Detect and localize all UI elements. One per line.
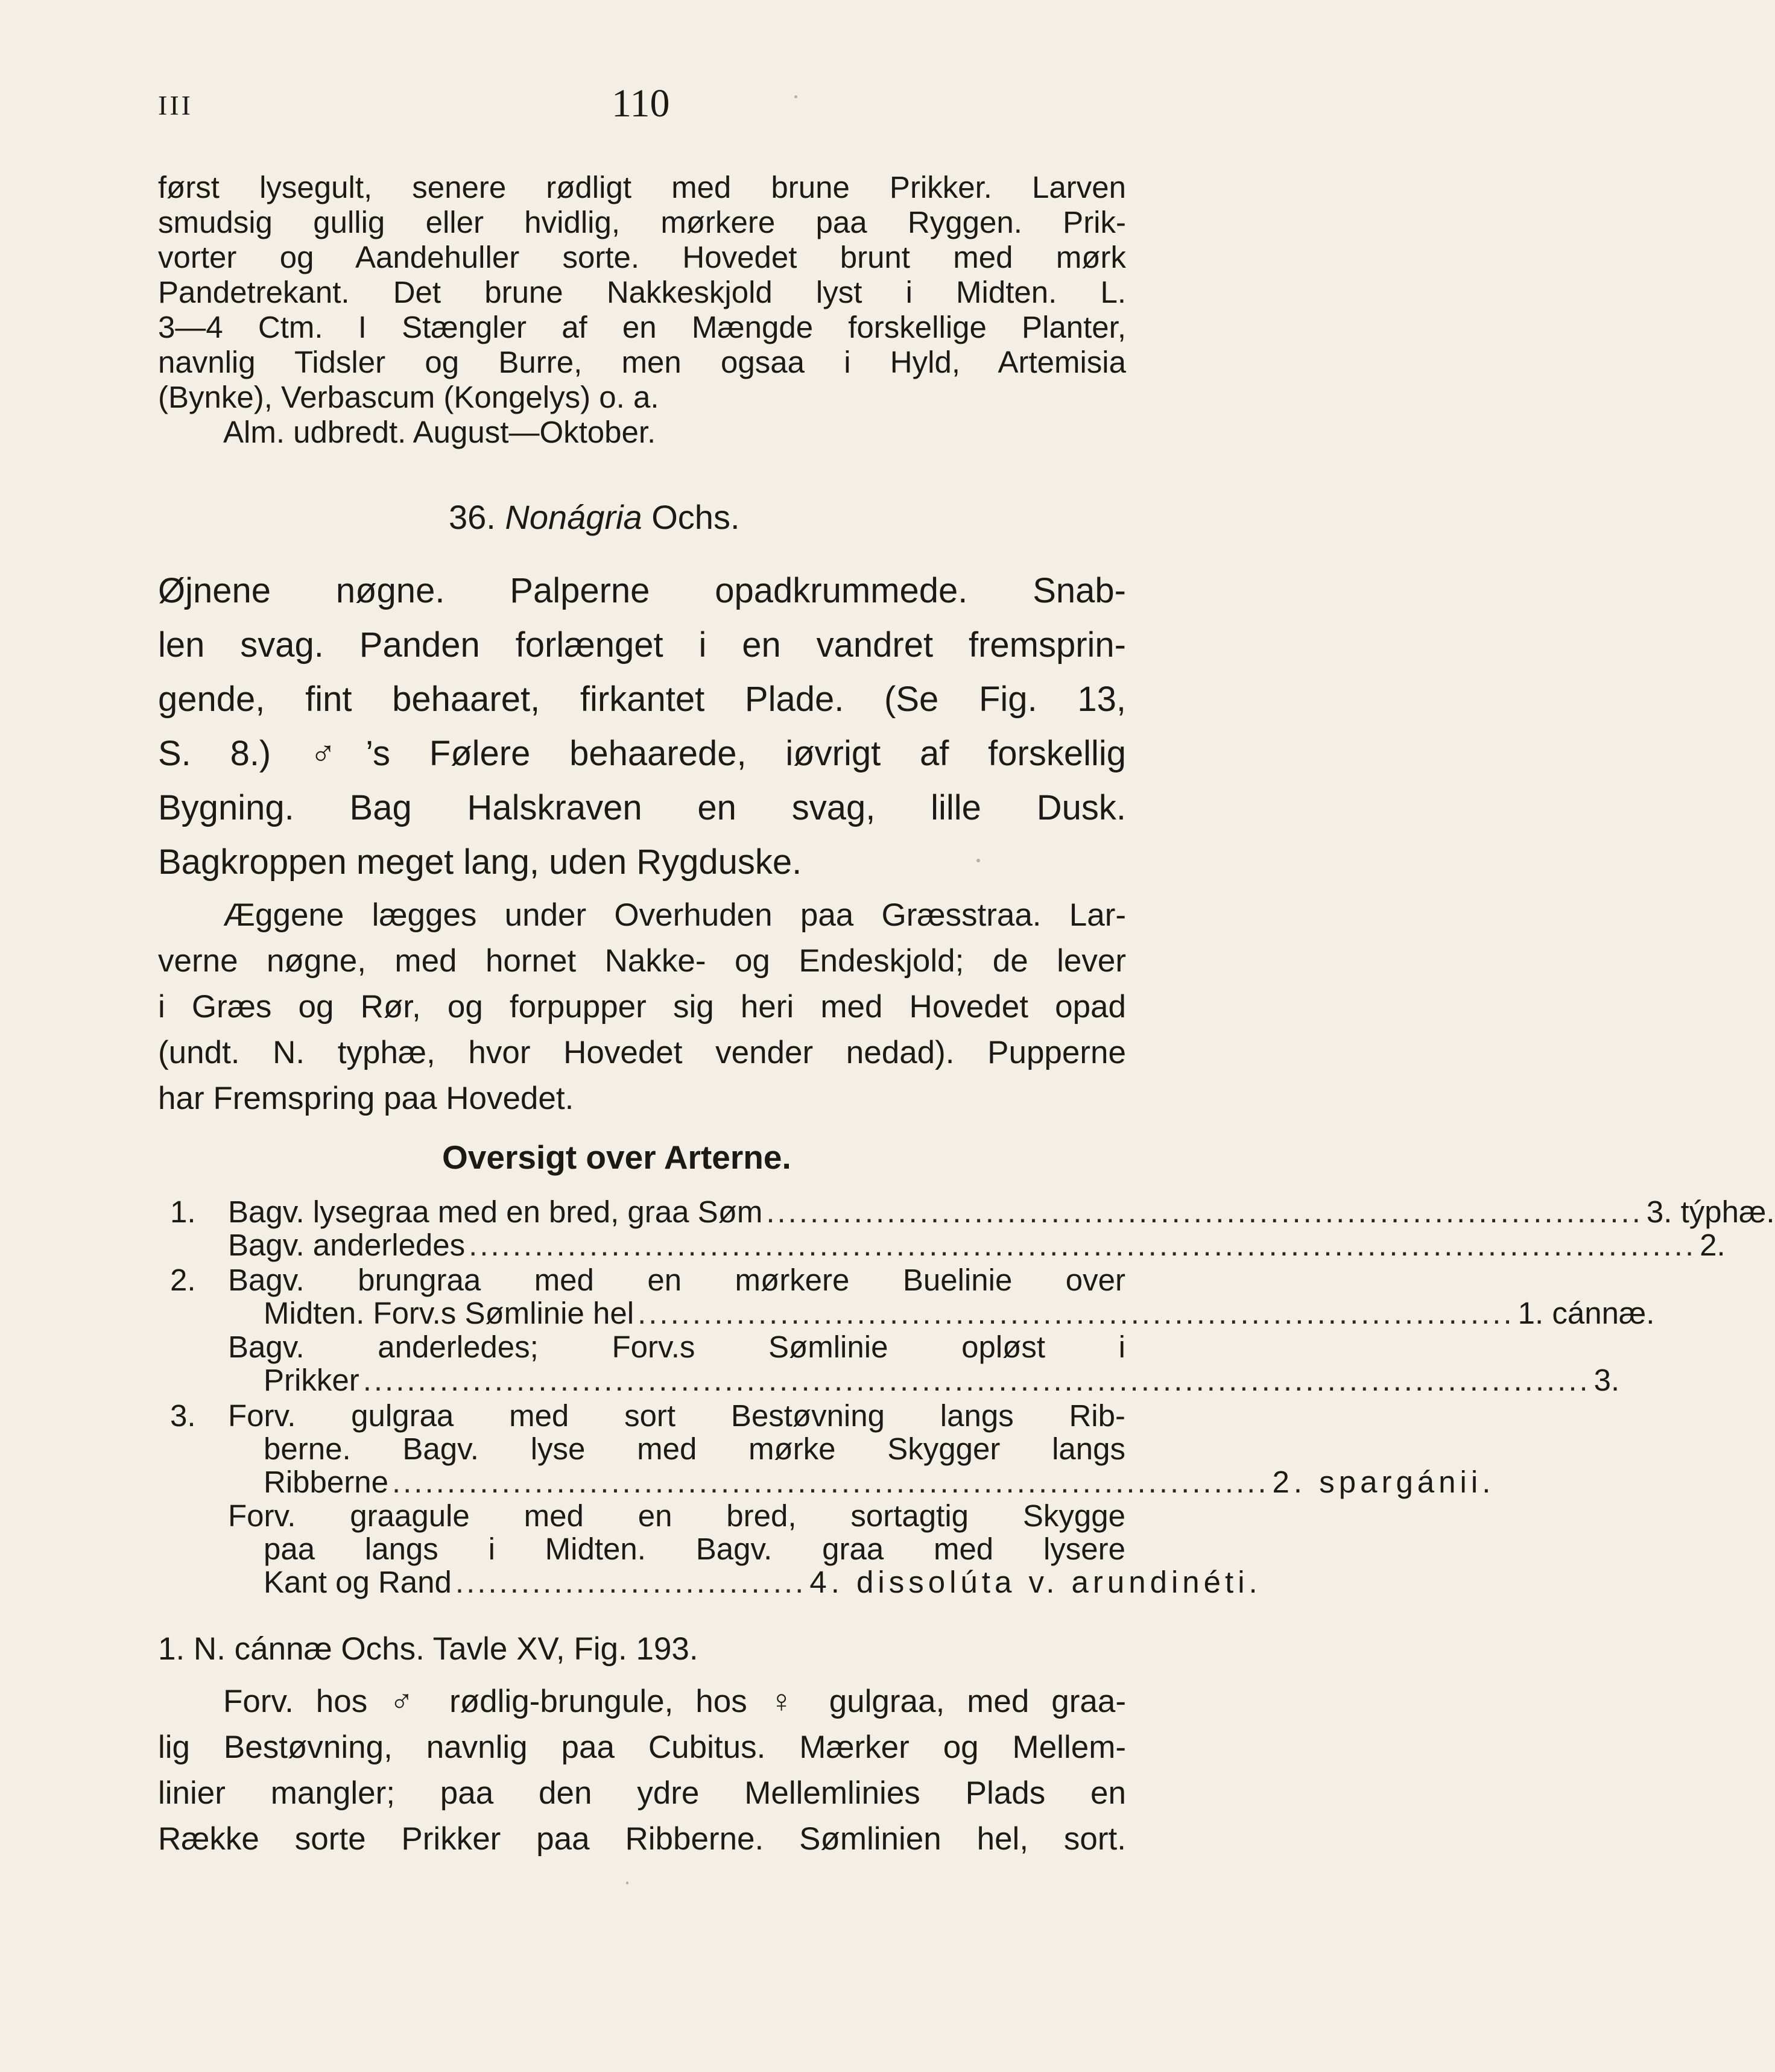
key-entry: Forv. graagule med en bred, sortagtig Skygge xyxy=(228,1499,1125,1533)
text-line: Øjnene nøgne. Palperne opadkrummede. Snab- xyxy=(158,571,1126,610)
key-title: Oversigt over Arterne. xyxy=(442,1139,791,1176)
key-number: 2. xyxy=(170,1263,196,1297)
text-line: Bygning. Bag Halskraven en svag, lille Dusk. xyxy=(158,788,1126,827)
text-line: (Bynke), Verbascum (Kongelys) o. a. xyxy=(158,380,659,414)
genus-heading xyxy=(449,497,740,537)
key-entry: berne. Bagv. lyse med mørke Skygger langs xyxy=(264,1432,1125,1466)
key-entry: Bagv. anderledes ................................................................................................................ 2. xyxy=(228,1228,1726,1262)
text-line: Æggene lægges under Overhuden paa Græsstraa. Lar- xyxy=(223,897,1126,933)
key-entry: Ribberne ................................................................................ 2. spargánii. xyxy=(264,1465,1495,1499)
genus-name: Nonágria xyxy=(505,498,642,536)
text-line: har Fremspring paa Hovedet. xyxy=(158,1081,574,1116)
text-line: i Græs og Rør, og forpupper sig heri med Hovedet opad xyxy=(158,989,1126,1025)
text-line: smudsig gullig eller hvidlig, mørkere paa Ryggen. Prik- xyxy=(158,205,1126,239)
text-line: Bagkroppen meget lang, uden Rygduske. xyxy=(158,842,802,882)
paper-speck xyxy=(794,95,797,98)
key-number: 1. xyxy=(170,1195,196,1229)
text-line: (undt. N. typhæ, hvor Hovedet vender nedad). Pupperne xyxy=(158,1035,1126,1070)
key-entry: paa langs i Midten. Bagv. graa med lysere xyxy=(264,1532,1125,1566)
text-line: linier mangler; paa den ydre Mellemlinies Plads en xyxy=(158,1775,1126,1811)
text-line: len svag. Panden forlænget i en vandret fremsprin- xyxy=(158,625,1126,665)
key-entry: Prikker ................................................................................................................ 3. xyxy=(264,1363,1620,1397)
text-line: Forv. hos ♂ rødlig-brungule, hos ♀ gulgraa, med graa- xyxy=(223,1684,1126,1719)
page-number: 110 xyxy=(612,81,670,125)
text-line: først lysegult, senere rødligt med brune Prikker. Larven xyxy=(158,170,1126,204)
key-entry: Kant og Rand ................................ 4. dissolúta v. arundinéti. xyxy=(264,1565,1262,1599)
text-line: verne nøgne, med hornet Nakke- og Endeskjold; de lever xyxy=(158,943,1126,979)
key-entry: Midten. Forv.s Sømlinie hel ................................................................................ 1. cánnæ. xyxy=(264,1296,1655,1330)
text-line: lig Bestøvning, navnlig paa Cubitus. Mærker og Mellem- xyxy=(158,1729,1126,1765)
key-entry: Bagv. lysegraa med en bred, graa Søm ................................................................................ 3. týphæ. xyxy=(228,1195,1775,1229)
text-line: vorter og Aandehuller sorte. Hovedet brunt med mørk xyxy=(158,240,1126,274)
text-line: navnlig Tidsler og Burre, men ogsaa i Hyld, Artemisia xyxy=(158,345,1126,379)
section-number: III xyxy=(158,90,193,121)
text-line: gende, fint behaaret, firkantet Plade. (Se Fig. 13, xyxy=(158,680,1126,719)
paper-speck xyxy=(976,859,980,862)
genus-number: 36. xyxy=(449,498,496,536)
text-line: 3—4 Ctm. I Stængler af en Mængde forskellige Planter, xyxy=(158,310,1126,344)
key-number: 3. xyxy=(170,1398,196,1433)
key-entry: Forv. gulgraa med sort Bestøvning langs Rib- xyxy=(228,1398,1125,1433)
genus-author: Ochs. xyxy=(651,498,740,536)
paper-speck xyxy=(626,1881,628,1884)
text-line: Række sorte Prikker paa Ribberne. Sømlinien hel, sort. xyxy=(158,1821,1126,1857)
text-line: Pandetrekant. Det brune Nakkeskjold lyst i Midten. L. xyxy=(158,275,1126,309)
key-entry: Bagv. brungraa med en mørkere Buelinie over xyxy=(228,1263,1125,1297)
species-heading: 1. N. cánnæ Ochs. Tavle XV, Fig. 193. xyxy=(158,1631,698,1667)
text-line: Alm. udbredt. August—Oktober. xyxy=(223,415,656,449)
text-line: S. 8.) ♂’s Følere behaarede, iøvrigt af forskellig xyxy=(158,734,1126,773)
key-entry: Bagv. anderledes; Forv.s Sømlinie opløst i xyxy=(228,1330,1125,1364)
